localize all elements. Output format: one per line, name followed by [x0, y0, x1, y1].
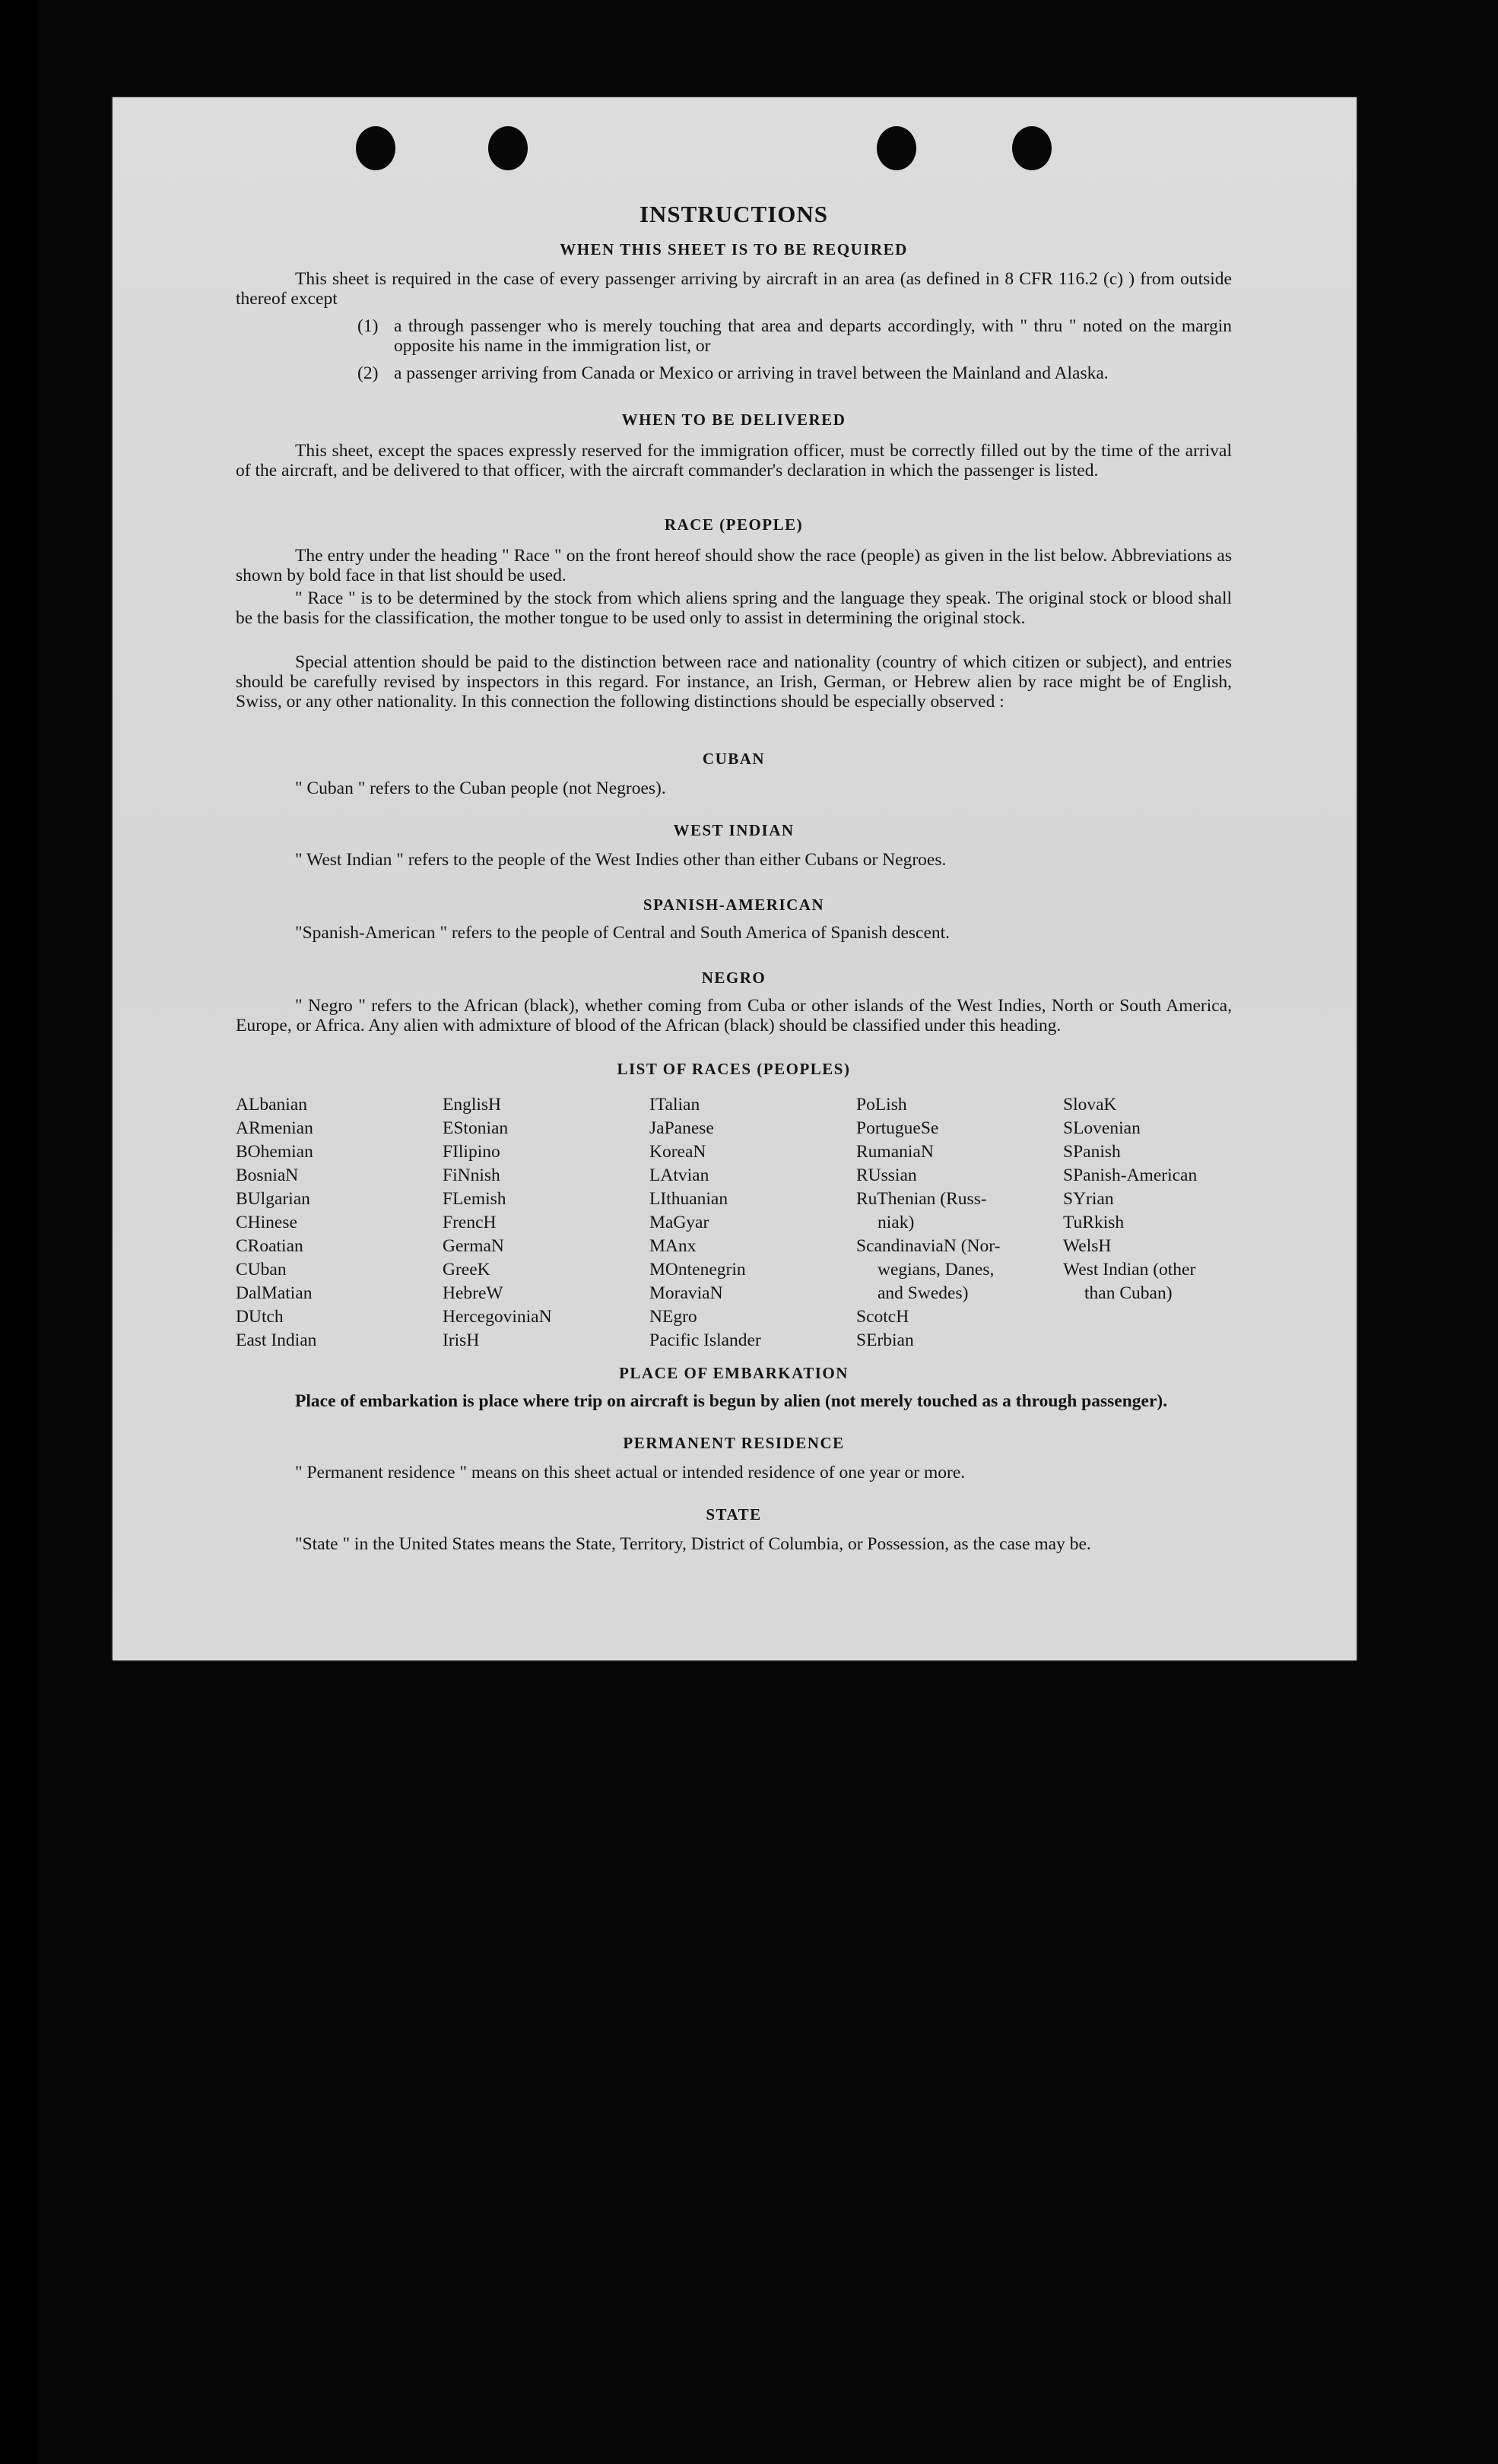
race-item: PoLish	[856, 1095, 907, 1115]
race-item: IrisH	[443, 1330, 480, 1350]
race-item: ARmenian	[236, 1118, 313, 1138]
race-item: MAnx	[649, 1236, 697, 1256]
race-item: GermaN	[443, 1236, 504, 1256]
race-item: FLemish	[443, 1189, 506, 1209]
race-item: MoraviaN	[649, 1283, 723, 1303]
race-item: RumaniaN	[856, 1142, 934, 1162]
heading-spanish-american: SPANISH-AMERICAN	[643, 896, 825, 914]
races-column-4	[856, 1093, 1000, 1353]
race-item: LAtvian	[649, 1165, 709, 1185]
race-item: JaPanese	[649, 1118, 714, 1138]
heading-race: RACE (PEOPLE)	[664, 515, 804, 534]
race-item: MaGyar	[649, 1213, 709, 1232]
cuban-text: " Cuban " refers to the Cuban people (not Negroes).	[295, 779, 666, 798]
heading-place-of-embarkation: PLACE OF EMBARKATION	[619, 1364, 849, 1382]
race-item: Pacific Islander	[649, 1330, 761, 1350]
race-paragraph-2: " Race " is to be determined by the stock from which aliens spring and the language they speak. The original stock or blood shall be the basis for the classification, the mother tongue to be used only to assist in determining the original stock.	[236, 588, 1232, 628]
race-item: RuThenian (Russ-	[856, 1189, 987, 1209]
race-item: NEgro	[649, 1307, 697, 1327]
punch-hole	[488, 126, 528, 170]
heading-when-required: WHEN THIS SHEET IS TO BE REQUIRED	[560, 240, 908, 258]
race-item: East Indian	[236, 1330, 317, 1350]
race-item: than Cuban)	[1084, 1283, 1173, 1303]
races-column-5	[1063, 1093, 1197, 1305]
heading-when-delivered: WHEN TO BE DELIVERED	[621, 411, 846, 429]
punch-hole	[877, 126, 916, 170]
page-title: INSTRUCTIONS	[639, 201, 828, 227]
race-item: HercegoviniaN	[443, 1307, 552, 1327]
race-item: GreeK	[443, 1260, 490, 1280]
race-item: SErbian	[856, 1330, 914, 1350]
spanish-american-text: "Spanish-American " refers to the people of Central and South America of Spanish descent.	[295, 923, 951, 943]
races-column-2	[443, 1093, 552, 1353]
west-indian-text: " West Indian " refers to the people of the West Indies other than either Cubans or Negroes.	[295, 850, 947, 870]
race-item: LIthuanian	[649, 1189, 728, 1209]
negro-text: " Negro " refers to the African (black), whether coming from Cuba or other islands of the West Indies, North or South America, Europe, or Africa. Any alien with admixture of blood of the African (black) should be classified under this heading.	[236, 996, 1232, 1035]
when-required-intro: This sheet is required in the case of every passenger arriving by aircraft in an area (as defined in 8 CFR 116.2 (c) ) from outside thereof except	[236, 269, 1232, 309]
race-item: ScandinaviaN (Nor-	[856, 1236, 1001, 1256]
race-item: CRoatian	[236, 1236, 303, 1256]
race-item: HebreW	[443, 1283, 503, 1303]
race-item: MOntenegrin	[649, 1260, 746, 1280]
race-item: FIlipino	[443, 1142, 500, 1162]
heading-cuban: CUBAN	[702, 750, 766, 768]
race-item: ALbanian	[236, 1095, 307, 1115]
race-item: WelsH	[1063, 1236, 1112, 1256]
race-item: SLovenian	[1063, 1118, 1141, 1138]
race-item: KoreaN	[649, 1142, 706, 1162]
race-item: SPanish-American	[1063, 1165, 1198, 1185]
race-item: SYrian	[1063, 1189, 1114, 1209]
race-item: ITalian	[649, 1095, 700, 1115]
race-item: CHinese	[236, 1213, 297, 1232]
race-item: niak)	[878, 1213, 915, 1232]
race-item: PortugueSe	[856, 1118, 939, 1138]
race-item: West Indian (other	[1063, 1260, 1196, 1280]
race-item: FrencH	[443, 1213, 497, 1232]
race-paragraph-1: The entry under the heading " Race " on the front hereof should show the race (people) as given in the list below. Abbreviations as shown by bold face in that list should be used.	[236, 546, 1232, 585]
race-item: DalMatian	[236, 1283, 313, 1303]
heading-permanent-residence: PERMANENT RESIDENCE	[623, 1434, 845, 1452]
race-item: FiNnish	[443, 1165, 500, 1185]
race-item: ScotcH	[856, 1307, 909, 1327]
when-delivered-text: This sheet, except the spaces expressly reserved for the immigration officer, must be correctly filled out by the time of the arrival of the aircraft, and be delivered to that officer, with the aircraft commander's declaration in which the passenger is listed.	[236, 441, 1232, 480]
punch-hole	[356, 126, 395, 170]
item-2-text: a passenger arriving from Canada or Mexico or arriving in travel between the Mainland and Alaska.	[394, 363, 1109, 383]
heading-state: STATE	[706, 1505, 762, 1524]
races-column-3	[649, 1093, 761, 1353]
race-item: BosniaN	[236, 1165, 299, 1185]
race-item: BUlgarian	[236, 1189, 310, 1209]
races-column-1	[236, 1093, 316, 1353]
punch-hole	[1012, 126, 1052, 170]
race-item: RUssian	[856, 1165, 917, 1185]
race-item: BOhemian	[236, 1142, 313, 1162]
item-1-number: (1)	[357, 316, 379, 336]
race-item: EStonian	[443, 1118, 509, 1138]
race-paragraph-3: Special attention should be paid to the distinction between race and nationality (country of which citizen or subject), and entries should be carefully revised by inspectors in this regard. For instance, an Irish, German, or Hebrew alien by race might be of English, Swiss, or any other nationality. In this connection the following distinctions should be especially observed :	[236, 652, 1232, 712]
race-item: wegians, Danes,	[878, 1260, 995, 1280]
document-page	[113, 97, 1357, 1660]
item-2-number: (2)	[357, 363, 379, 383]
race-item: SPanish	[1063, 1142, 1121, 1162]
race-item: DUtch	[236, 1307, 284, 1327]
residence-text: " Permanent residence " means on this sheet actual or intended residence of one year or more.	[295, 1463, 966, 1483]
heading-list-of-races: LIST OF RACES (PEOPLES)	[617, 1060, 851, 1078]
heading-negro: NEGRO	[701, 969, 766, 987]
race-item: EnglisH	[443, 1095, 502, 1115]
race-item: CUban	[236, 1260, 287, 1280]
state-text: "State " in the United States means the State, Territory, District of Columbia, or Possession, as the case may be.	[295, 1534, 1091, 1554]
race-item: SlovaK	[1063, 1095, 1117, 1115]
heading-west-indian: WEST INDIAN	[673, 821, 795, 839]
embarkation-text: Place of embarkation is place where trip on aircraft is begun by alien (not merely touched as a through passenger).	[295, 1391, 1168, 1411]
race-item: TuRkish	[1063, 1213, 1125, 1232]
race-item: and Swedes)	[878, 1283, 969, 1303]
item-1-text: a through passenger who is merely touching that area and departs accordingly, with " thru " noted on the margin opposite his name in the immigration list, or	[394, 316, 1232, 356]
